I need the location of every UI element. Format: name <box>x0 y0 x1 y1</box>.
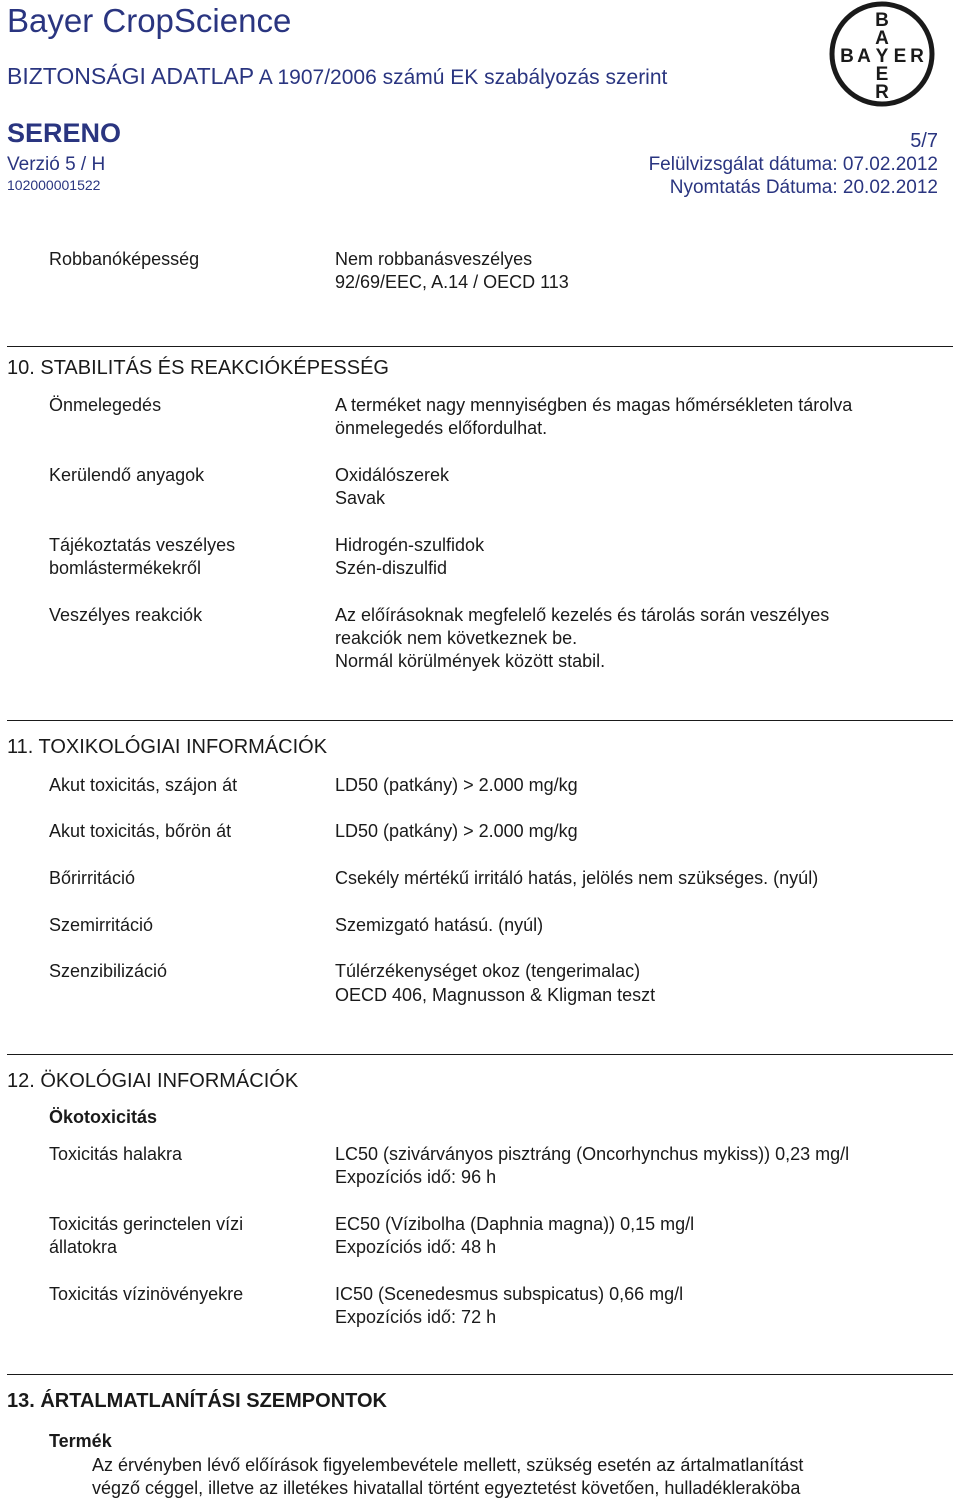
svg-text:A: A <box>857 46 871 67</box>
sheet-title-line <box>7 63 667 90</box>
row-value: Expozíciós idő: 96 h <box>335 1167 497 1187</box>
svg-text:Y: Y <box>875 46 889 67</box>
row-label: Szemirritáció <box>49 915 154 935</box>
row-value: LD50 (patkány) > 2.000 mg/kg <box>335 821 578 841</box>
section-divider <box>7 1054 953 1055</box>
row-value: LC50 (szivárványos pisztráng (Oncorhynchus mykiss)) 0,23 mg/l <box>335 1144 850 1164</box>
sheet-title: BIZTONSÁGI ADATLAP <box>7 63 255 89</box>
product-code: 102000001522 <box>7 177 101 193</box>
regulation-text: A 1907/2006 számú EK szabályozás szerint <box>258 66 668 89</box>
row-label: Toxicitás gerinctelen vízi <box>49 1214 244 1234</box>
row-value: EC50 (Vízibolha (Daphnia magna)) 0,15 mg/l <box>335 1214 695 1234</box>
svg-text:B: B <box>840 46 854 67</box>
section-divider <box>7 720 953 721</box>
row-value: OECD 406, Magnusson & Kligman teszt <box>335 985 656 1005</box>
revision-date: Felülvizsgálat dátuma: 07.02.2012 <box>648 154 938 175</box>
row-value: A terméket nagy mennyiségben és magas hőmérsékleten tárolva <box>335 395 853 415</box>
explosive-label: Robbanóképesség <box>49 249 200 269</box>
row-value: Szén-diszulfid <box>335 558 448 578</box>
page-number: 5/7 <box>910 130 938 152</box>
row-label: Tájékoztatás veszélyes <box>49 535 236 555</box>
row-label: állatokra <box>49 1237 118 1257</box>
disposal-text-line: végző céggel, illetve az illetékes hivatallal történt egyeztetést követően, hulladékleraköba <box>92 1478 801 1498</box>
print-date: Nyomtatás Dátuma: 20.02.2012 <box>669 177 938 198</box>
svg-text:A: A <box>875 28 889 49</box>
explosive-value-line: Nem robbanásveszélyes <box>335 249 533 269</box>
section-13-title: 13. ÁRTALMATLANÍTÁSI SZEMPONTOK <box>7 1390 387 1412</box>
disposal-text-line: Az érvényben lévő előírások figyelembevétele mellett, szükség esetén az ártalmatlanítást <box>92 1455 804 1475</box>
row-value: Savak <box>335 488 386 508</box>
explosive-test-line: 92/69/EEC, A.14 / OECD 113 <box>335 272 569 292</box>
row-value: Szemizgató hatású. (nyúl) <box>335 915 544 935</box>
row-label: Veszélyes reakciók <box>49 605 203 625</box>
ecotoxicity-subtitle: Ökotoxicitás <box>49 1107 158 1127</box>
product-name: SERENO <box>7 118 122 148</box>
row-label: Szenzibilizáció <box>49 961 168 981</box>
row-label: Toxicitás vízinövényekre <box>49 1284 244 1304</box>
row-label: Akut toxicitás, bőrön át <box>49 821 232 841</box>
svg-text:E: E <box>893 46 907 67</box>
company-name: Bayer CropScience <box>7 2 292 39</box>
row-value: reakciók nem következnek be. <box>335 628 578 648</box>
product-subtitle: Termék <box>49 1431 112 1451</box>
row-value: Hidrogén-szulfidok <box>335 535 485 555</box>
svg-text:R: R <box>875 82 889 103</box>
row-value: Túlérzékenységet okoz (tengerimalac) <box>335 961 641 981</box>
bayer-cross-logo <box>828 0 936 108</box>
section-11-title: 11. TOXIKOLÓGIAI INFORMÁCIÓK <box>7 736 328 758</box>
row-label: bomlástermékekről <box>49 558 202 578</box>
row-value: Expozíciós idő: 48 h <box>335 1237 497 1257</box>
version-text: Verzió 5 / H <box>7 154 106 175</box>
row-label: Kerülendő anyagok <box>49 465 205 485</box>
row-value: Csekély mértékű irritáló hatás, jelölés nem szükséges. (nyúl) <box>335 868 819 888</box>
row-value: Oxidálószerek <box>335 465 450 485</box>
row-value: Expozíciós idő: 72 h <box>335 1307 497 1327</box>
row-value: Normál körülmények között stabil. <box>335 651 606 671</box>
section-divider <box>7 346 953 347</box>
section-divider <box>7 1374 953 1375</box>
row-value: Az előírásoknak megfelelő kezelés és tárolás során veszélyes <box>335 605 830 625</box>
row-label: Akut toxicitás, szájon át <box>49 775 238 795</box>
section-12-title: 12. ÖKOLÓGIAI INFORMÁCIÓK <box>7 1070 299 1092</box>
svg-text:R: R <box>910 46 924 67</box>
svg-text:E: E <box>875 64 889 85</box>
section-10-title: 10. STABILITÁS ÉS REAKCIÓKÉPESSÉG <box>7 357 389 379</box>
row-value: LD50 (patkány) > 2.000 mg/kg <box>335 775 578 795</box>
svg-text:B: B <box>875 10 889 31</box>
row-label: Bőrirritáció <box>49 868 136 888</box>
row-value: önmelegedés előfordulhat. <box>335 418 548 438</box>
row-value: IC50 (Scenedesmus subspicatus) 0,66 mg/l <box>335 1284 684 1304</box>
row-label: Toxicitás halakra <box>49 1144 183 1164</box>
row-label: Önmelegedés <box>49 395 162 415</box>
